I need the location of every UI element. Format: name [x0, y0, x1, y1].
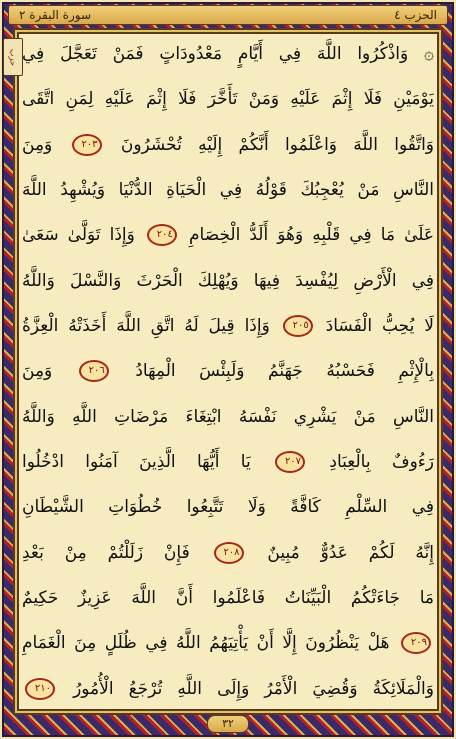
- verse-text: فِي السِّلْمِ كَافَّةً وَلَا تَتَّبِعُوا خُطُوَاتِ الشَّيْطَانِ: [22, 497, 434, 518]
- verse-text: وَاتَّقُوا اللَّهَ وَاعْلَمُوا أَنَّكُمْ إِلَيْهِ تُحْشَرُونَ: [120, 134, 434, 155]
- text-line: [22, 533, 434, 573]
- verse-text: لَا يُحِبُّ الْفَسَادَ: [325, 316, 434, 337]
- verse-text: عَلَىٰ مَا فِي قَلْبِهِ وَهُوَ أَلَدُّ الْخِصَامِ: [189, 225, 434, 246]
- verse-text: النَّاسِ مَنْ يُعْجِبُكَ قَوْلُهُ فِي الْحَيَاةِ الدُّنْيَا وَيُشْهِدُ اللَّهَ: [22, 180, 434, 201]
- verse-text: مَا جَاءَتْكُمُ الْبَيِّنَاتُ فَاعْلَمُوا أَنَّ اللَّهَ عَزِيزٌ حَكِيمٌ: [22, 588, 434, 609]
- verse-text: يَوْمَيْنِ فَلَا إِثْمَ عَلَيْهِ وَمَنْ تَأَخَّرَ فَلَا إِثْمَ عَلَيْهِ لِمَنِ اتَّقَى: [22, 89, 434, 110]
- text-line: [22, 487, 434, 527]
- verse-text: رَءُوفٌ بِالْعِبَادِ: [329, 452, 434, 473]
- text-line: [22, 623, 434, 663]
- verse-text: هَلْ يَنْظُرُونَ إِلَّا أَنْ يَأْتِيَهُمُ اللَّهُ فِي ظُلَلٍ مِنَ الْغَمَامِ: [22, 633, 390, 654]
- verse-lines: [22, 34, 434, 709]
- text-line: [22, 578, 434, 618]
- verse-text: بِالْإِثْمِ فَحَسْبُهُ جَهَنَّمُ وَلَبِئْسَ الْمِهَادُ: [135, 361, 434, 382]
- verse-text: فِي الْأَرْضِ لِيُفْسِدَ فِيهَا وَيُهْلِكَ الْحَرْثَ وَالنَّسْلَ وَاللَّهُ: [22, 270, 434, 291]
- verse-number-marker: ٢٠٦: [79, 360, 109, 382]
- verse-number-marker: ٢٠٩: [401, 632, 431, 654]
- surah-title: سورة البقرة ٢: [19, 8, 92, 22]
- text-line: [22, 34, 434, 74]
- text-line: [22, 170, 434, 210]
- text-line: [22, 215, 434, 255]
- verse-number-marker: ٢٠٧: [275, 451, 305, 473]
- text-line: [22, 261, 434, 301]
- verse-number-marker: ٢١٠: [25, 678, 55, 700]
- verse-number-marker: ٢٠٥: [283, 315, 313, 337]
- verse-text: وَإِذَا قِيلَ لَهُ اتَّقِ اللَّهَ أَخَذَتْهُ الْعِزَّةُ: [22, 316, 270, 337]
- page-header: [8, 5, 448, 25]
- page-footer: [0, 712, 456, 733]
- verse-text: إِنَّهُ لَكُمْ عَدُوٌّ مُبِينٌ: [267, 542, 434, 563]
- verse-text: وَمِنَ: [22, 134, 53, 155]
- hizb-label: الحزب ٤: [394, 8, 437, 22]
- text-line: [22, 397, 434, 437]
- verse-text: النَّاسِ مَنْ يَشْرِي نَفْسَهُ ابْتِغَاءَ مَرْضَاتِ اللَّهِ وَاللَّهُ: [22, 406, 434, 427]
- text-line: [22, 79, 434, 119]
- text-line: [22, 669, 434, 709]
- verse-text: ۞ وَاذْكُرُوا اللَّهَ فِي أَيَّامٍ مَعْدُودَاتٍ فَمَنْ تَعَجَّلَ فِي: [22, 44, 434, 64]
- text-line: [22, 351, 434, 391]
- verse-text: وَمِنَ: [22, 361, 53, 382]
- verse-text: وَالْمَلَائِكَةُ وَقُضِيَ الْأَمْرُ وَإِلَى اللَّهِ تُرْجَعُ الْأُمُورُ: [73, 678, 434, 699]
- verse-number-marker: ٢٠٤: [147, 224, 177, 246]
- text-line: [22, 306, 434, 346]
- verse-number-marker: ٢٠٣: [72, 134, 102, 156]
- verse-number-marker: ٢٠٨: [214, 542, 244, 564]
- hizb-margin-marker: حزب: [3, 38, 23, 76]
- text-line: [22, 442, 434, 482]
- verse-text: فَإِنْ زَلَلْتُمْ مِنْ بَعْدِ: [22, 542, 190, 563]
- verse-text: وَإِذَا تَوَلَّىٰ سَعَىٰ: [22, 225, 135, 246]
- verse-text: يَا أَيُّهَا الَّذِينَ آمَنُوا ادْخُلُوا: [22, 452, 251, 473]
- text-line: [22, 125, 434, 165]
- page-number: ٣٢: [207, 715, 249, 733]
